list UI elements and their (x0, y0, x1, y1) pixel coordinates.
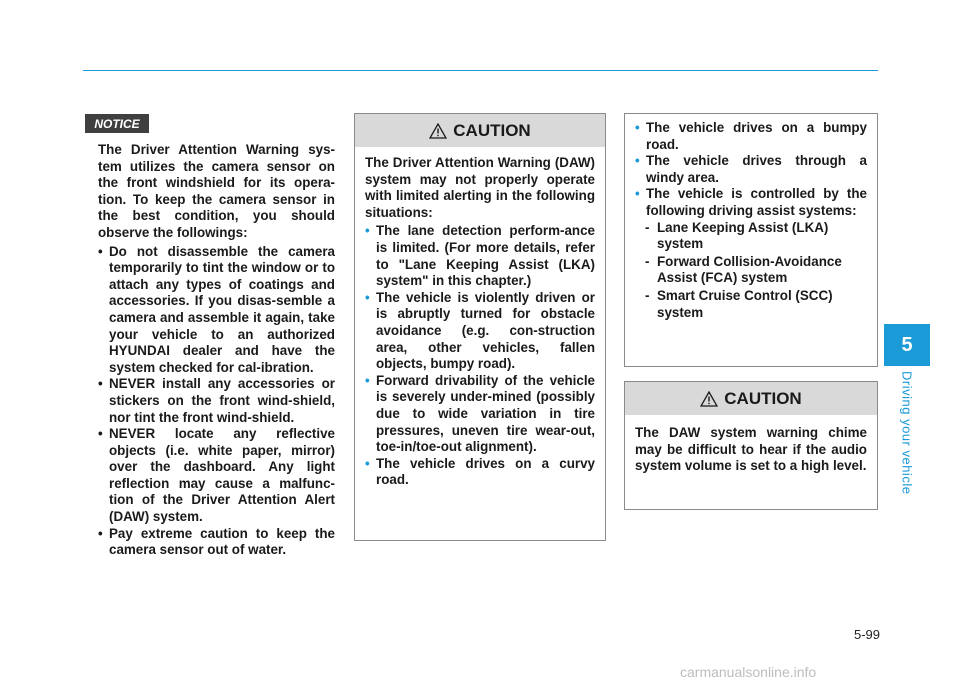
list-item: • The lane detection perform-ance is limited. (For more details, refer to "Lane Keeping Assist (LKA) system" in this chapter.) (365, 223, 595, 289)
warning-triangle-icon (429, 123, 447, 139)
bullet-icon: • (98, 525, 103, 541)
continued-list (635, 120, 867, 220)
page-number: 5-99 (853, 627, 880, 642)
list-item: • Forward drivability of the vehicle is severely under-mined (possibly due to wide variation in tire pressures, uneven tire wear-out, toe-in/toe-out alignment). (365, 372, 595, 455)
top-rule (83, 70, 878, 71)
list-item: • Do not disassemble the camera temporarily to tint the window or to attach any types of coatings and accessories. If you disas-semble a camera and assemble it again, take your vehicle to an authorized HYUNDAI dealer and have the system checked for cal-ibration. (98, 243, 335, 375)
caution-list (365, 223, 595, 489)
list-item: • The vehicle drives through a windy area. (635, 153, 867, 185)
caution-box-1 (354, 113, 606, 541)
warning-triangle-icon (700, 391, 718, 407)
watermark: carmanualsonline.info (680, 664, 817, 680)
bullet-icon: • (365, 372, 370, 388)
chapter-title: Driving your vehicle (899, 371, 915, 495)
bullet-icon: • (98, 426, 103, 442)
list-item: • The vehicle is violently driven or is abruptly turned for obstacle avoidance (e.g. con-struction area, other vehicles, fallen objects, bumpy road). (365, 289, 595, 372)
caution-header: CAUTION (355, 114, 605, 147)
bullet-icon: • (365, 455, 370, 471)
caution-intro: The Driver Attention Warning (DAW) system may not properly operate with limited alerting in the following situations: (365, 155, 595, 220)
notice-intro: The Driver Attention Warning sys-tem utilizes the camera sensor on the front windshield for its opera-tion. To keep the camera sensor in the best condition, you should observe the followings: (98, 142, 335, 240)
list-item: • NEVER install any accessories or stickers on the front wind-shield, nor tint the front wind-shield. (98, 376, 335, 425)
bullet-icon: • (365, 289, 370, 305)
caution-header: CAUTION (625, 382, 877, 415)
list-item: • Pay extreme caution to keep the camera sensor out of water. (98, 525, 335, 558)
list-item: - Lane Keeping Assist (LKA) system (645, 219, 829, 252)
list-item: • NEVER locate any reflective objects (i.e. white paper, mirror) over the dashboard. Any light reflection may cause a malfunc-tion of the Driver Attention Alert (DAW) system. (98, 426, 335, 525)
caution-box-2 (624, 381, 878, 510)
dash-marker: - (645, 287, 650, 303)
assist-systems-list (635, 220, 867, 322)
caution-text: The DAW system warning chime may be difficult to hear if the audio system volume is set to a high level. (635, 425, 867, 474)
bullet-icon: • (98, 243, 103, 259)
list-item: • The vehicle drives on a curvy road. (365, 455, 595, 488)
caution-continued-box (624, 113, 878, 367)
notice-list (98, 244, 335, 559)
bullet-icon: • (635, 120, 640, 135)
bullet-icon: • (98, 376, 103, 392)
list-item: - Smart Cruise Control (SCC) system (645, 287, 833, 320)
chapter-number-tab: 5 (884, 324, 930, 366)
list-item: • The vehicle is controlled by the following driving assist systems: (635, 186, 867, 218)
list-item: - Forward Collision-Avoidance Assist (FCA) system (645, 253, 842, 286)
dash-marker: - (645, 219, 650, 235)
dash-marker: - (645, 253, 650, 269)
bullet-icon: • (635, 153, 640, 169)
notice-section (98, 142, 335, 559)
list-item: • The vehicle drives on a bumpy road. (635, 120, 867, 152)
bullet-icon: • (365, 223, 370, 239)
notice-badge: NOTICE (85, 114, 149, 133)
bullet-icon: • (635, 186, 640, 202)
